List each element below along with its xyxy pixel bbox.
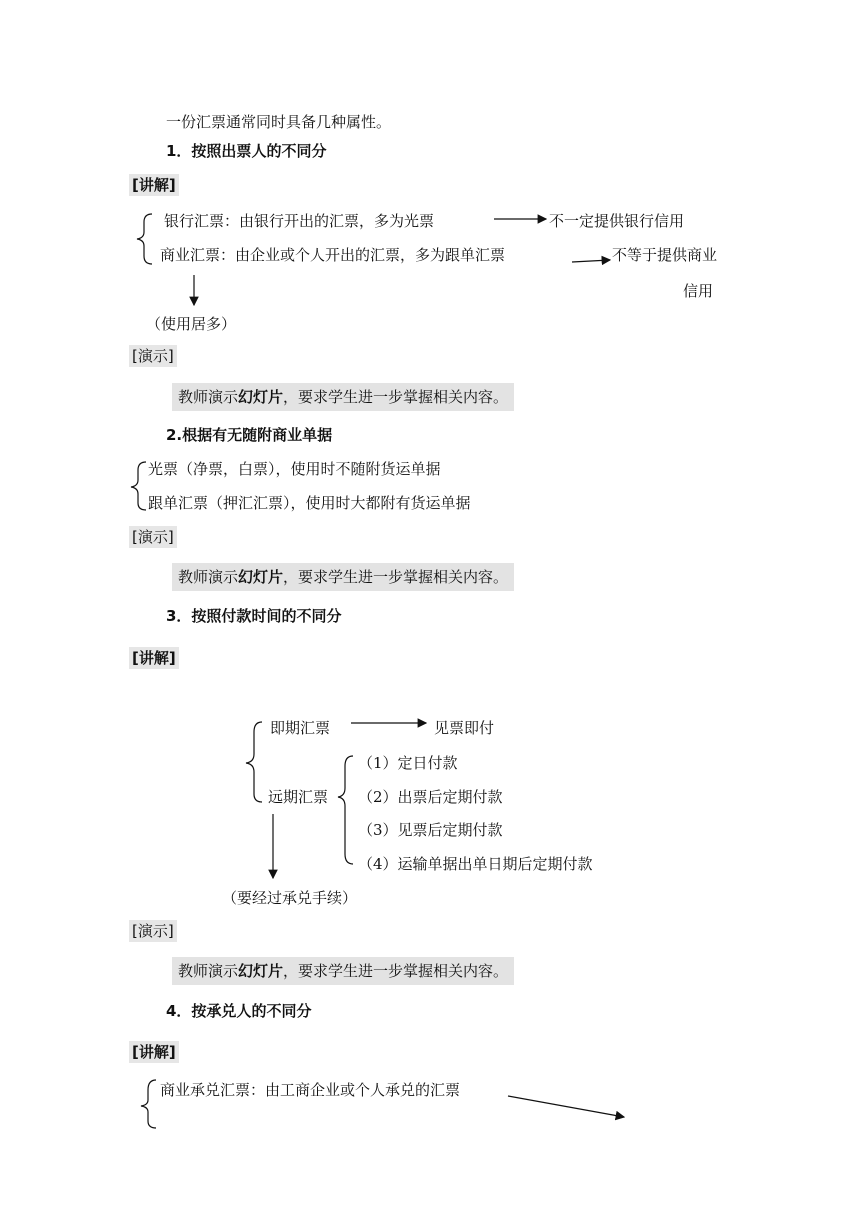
section3-heading: 3．按照付款时间的不同分 xyxy=(166,607,342,625)
demo-box-1 xyxy=(172,383,514,411)
arrow-commercial-acceptance xyxy=(508,1096,624,1117)
lecture-tag-3: [讲解] xyxy=(129,1041,179,1063)
demo-prefix: 教师演示 xyxy=(178,388,239,406)
brace-section1 xyxy=(137,214,152,264)
lecture-tag-1: [讲解] xyxy=(129,174,179,196)
demo-emphasis: 幻灯片 xyxy=(238,568,284,586)
demo-prefix: 教师演示 xyxy=(178,962,239,980)
section1-heading: 1．按照出票人的不同分 xyxy=(166,142,327,160)
commercial-usage-note: （使用居多） xyxy=(146,315,237,333)
section2-heading: 2.根据有无随附商业单据 xyxy=(166,426,333,444)
usance-item-4: （4）运输单据出单日期后定期付款 xyxy=(358,855,593,873)
brace-usance xyxy=(338,756,353,864)
lecture-tag-2: [讲解] xyxy=(129,647,179,669)
bank-draft-note: 不一定提供银行信用 xyxy=(549,212,685,230)
brace-section4 xyxy=(141,1080,156,1128)
commercial-draft-note-2: 信用 xyxy=(683,282,714,300)
clean-draft-text: 光票（净票，白票），使用时不随附货运单据 xyxy=(148,460,441,478)
intro-text: 一份汇票通常同时具备几种属性。 xyxy=(166,113,392,131)
commercial-draft-text: 商业汇票：由企业或个人开出的汇票，多为跟单汇票 xyxy=(160,246,506,264)
usance-item-3: （3）见票后定期付款 xyxy=(358,821,503,839)
sight-draft-note: 见票即付 xyxy=(434,719,495,737)
brace-section3 xyxy=(246,722,262,802)
commercial-acceptance-text: 商业承兑汇票：由工商企业或个人承兑的汇票 xyxy=(160,1081,461,1099)
usance-item-1: （1）定日付款 xyxy=(358,754,458,772)
demo-tag-2: [演示] xyxy=(129,526,177,548)
demo-suffix: ，要求学生进一步掌握相关内容。 xyxy=(283,962,509,980)
section4-heading: 4．按承兑人的不同分 xyxy=(166,1002,312,1020)
demo-prefix: 教师演示 xyxy=(178,568,239,586)
usance-item-2: （2）出票后定期付款 xyxy=(358,788,503,806)
usance-acceptance-note: （要经过承兑手续） xyxy=(222,889,358,907)
usance-draft-text: 远期汇票 xyxy=(268,788,329,806)
demo-tag-3: [演示] xyxy=(129,920,177,942)
demo-suffix: ，要求学生进一步掌握相关内容。 xyxy=(283,568,509,586)
arrow-commercial-note xyxy=(572,260,610,262)
documentary-draft-text: 跟单汇票（押汇汇票），使用时大都附有货运单据 xyxy=(148,494,471,512)
demo-emphasis: 幻灯片 xyxy=(238,962,284,980)
demo-tag-1: [演示] xyxy=(129,345,177,367)
brace-section2 xyxy=(131,462,146,510)
sight-draft-text: 即期汇票 xyxy=(270,719,331,737)
demo-box-3 xyxy=(172,957,514,985)
commercial-draft-note-1: 不等于提供商业 xyxy=(612,246,718,264)
demo-suffix: ，要求学生进一步掌握相关内容。 xyxy=(283,388,509,406)
demo-emphasis: 幻灯片 xyxy=(238,388,284,406)
demo-box-2 xyxy=(172,563,514,591)
bank-draft-text: 银行汇票：由银行开出的汇票，多为光票 xyxy=(164,212,435,230)
